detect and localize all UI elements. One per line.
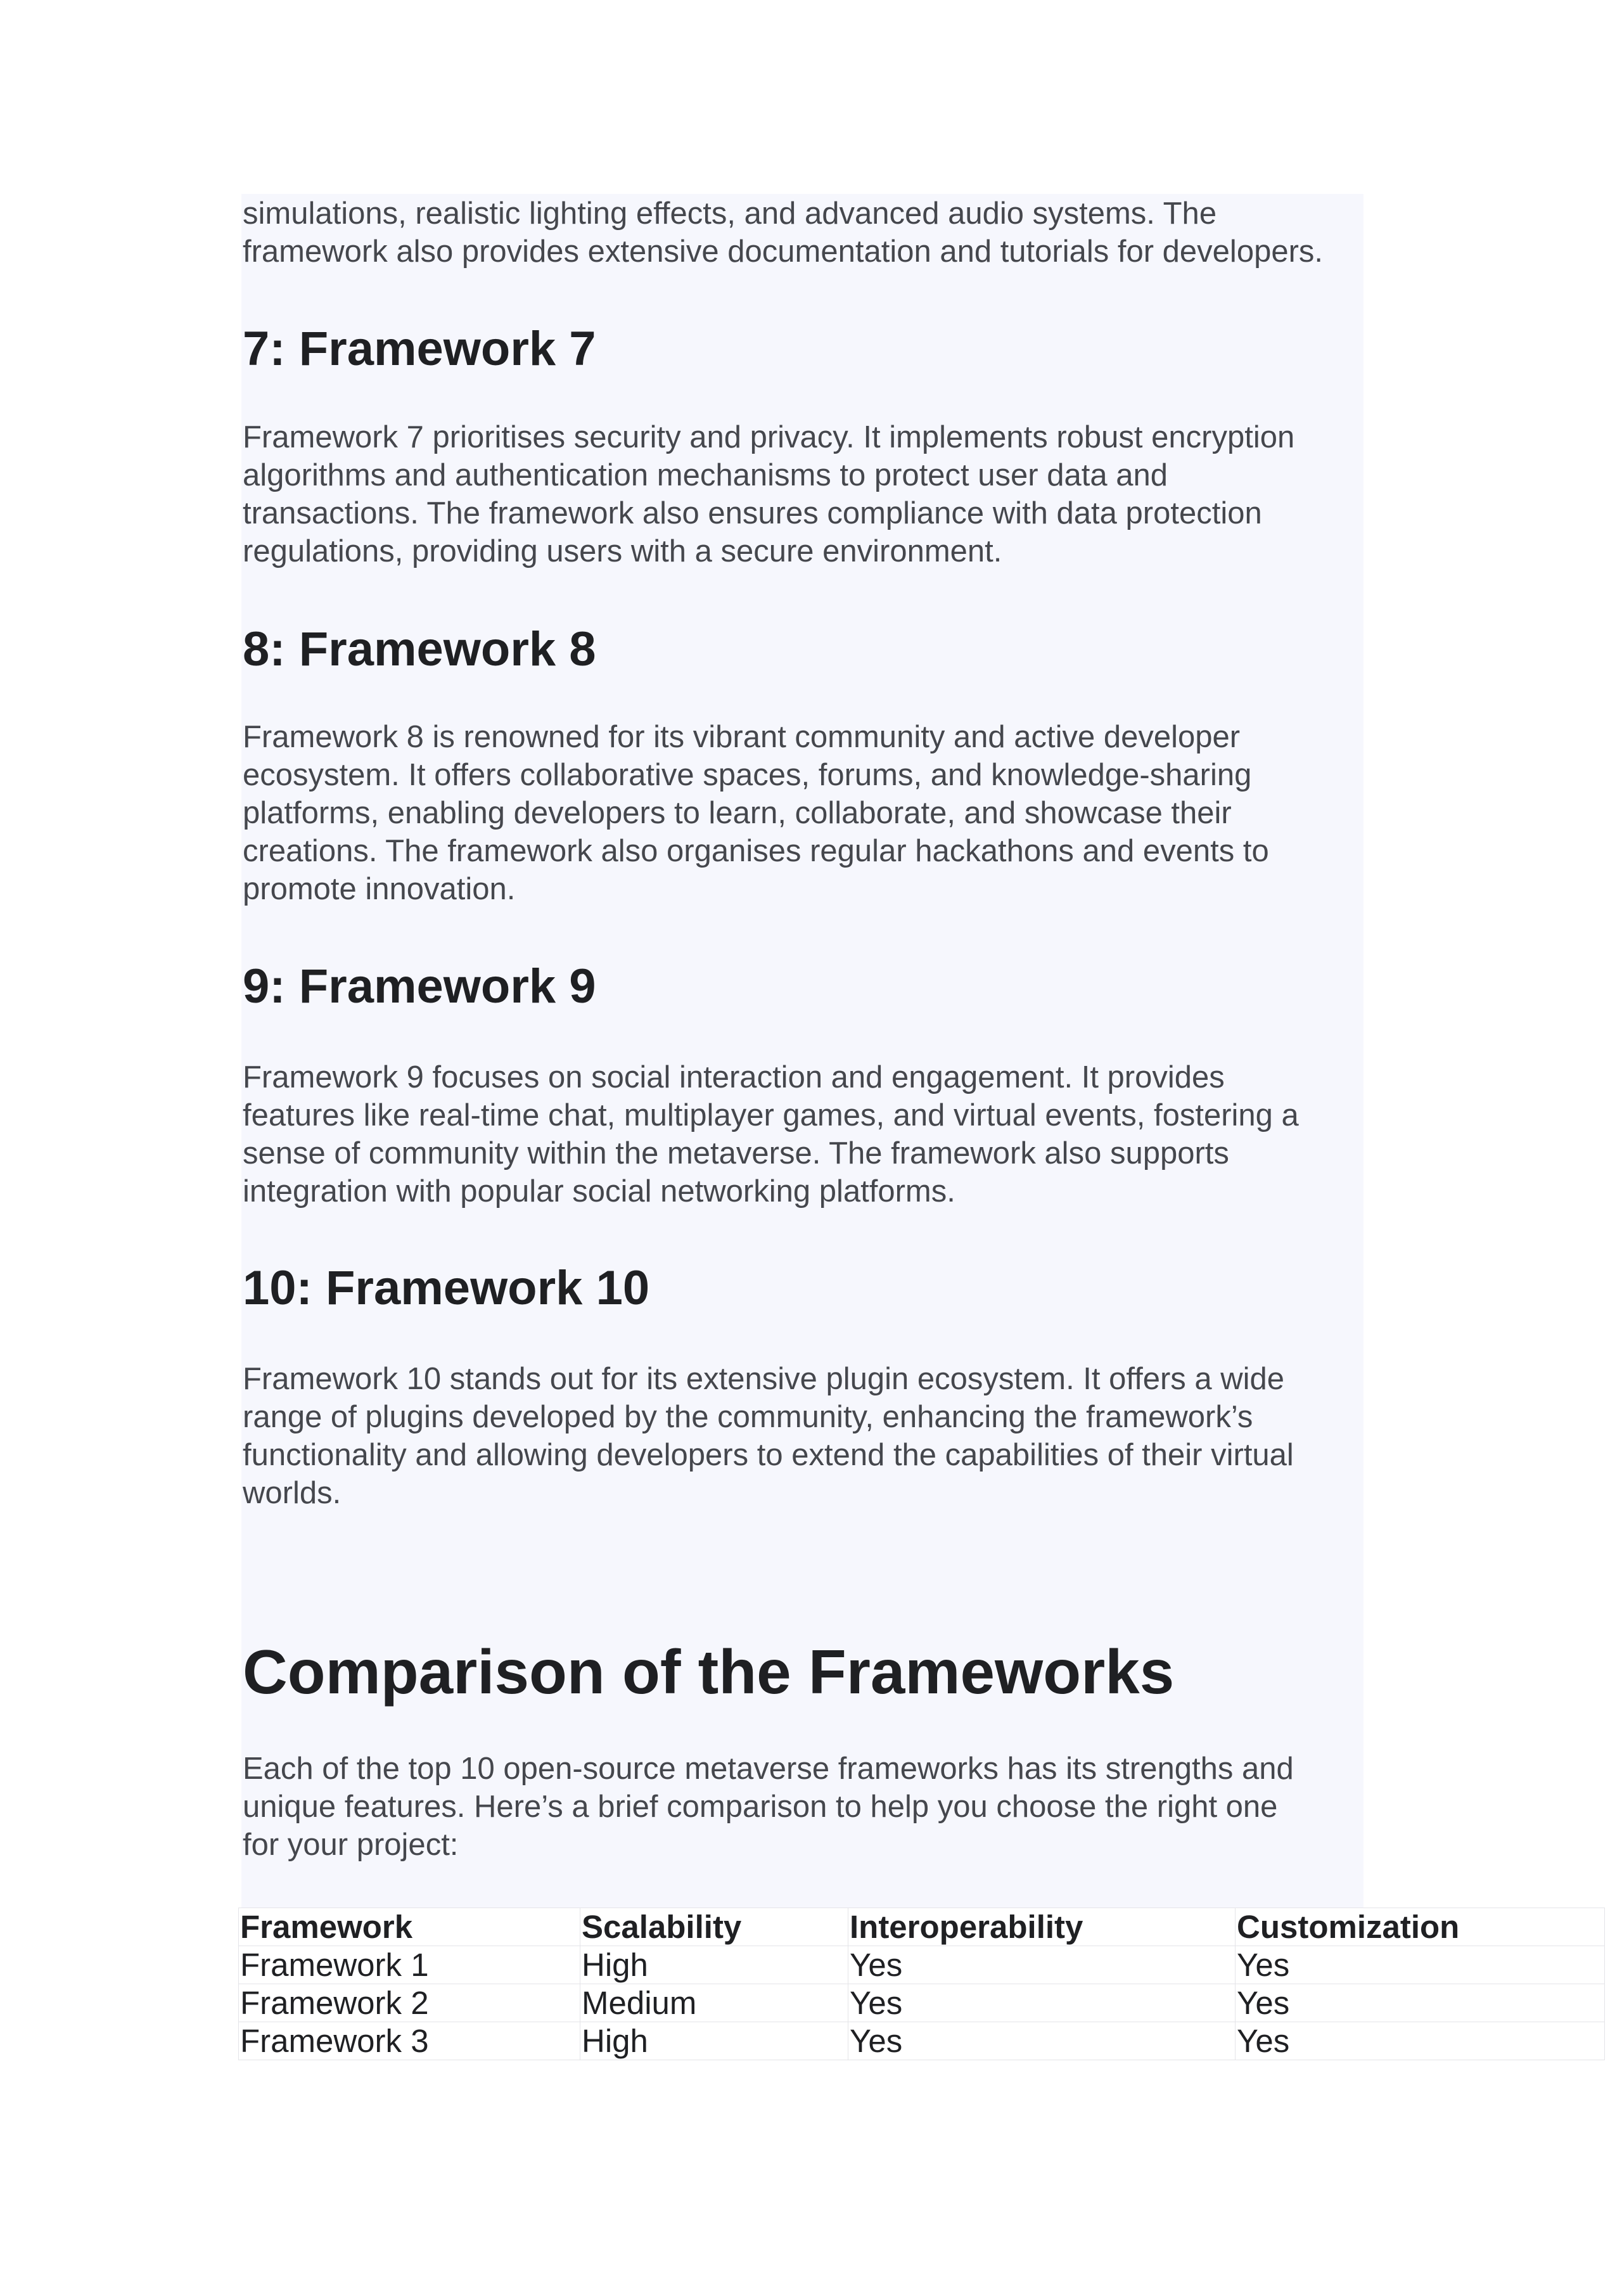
table-cell: Medium bbox=[580, 1984, 848, 2022]
text-line: features like real-time chat, multiplayer games, and virtual events, fostering a bbox=[243, 1098, 1299, 1132]
table-row bbox=[239, 2022, 1605, 2060]
text-line: Framework 9 focuses on social interaction and engagement. It provides bbox=[243, 1060, 1225, 1094]
text-line: integration with popular social networking platforms. bbox=[243, 1174, 955, 1209]
text-line: range of plugins developed by the community, enhancing the framework’s bbox=[243, 1400, 1253, 1434]
table-row bbox=[239, 1984, 1605, 2022]
column-header: Scalability bbox=[580, 1908, 848, 1946]
section-heading-framework-8: 8: Framework 8 bbox=[243, 622, 596, 676]
column-header: Framework bbox=[239, 1908, 580, 1946]
comparison-heading: Comparison of the Frameworks bbox=[243, 1637, 1175, 1707]
section-paragraph-framework-9 bbox=[243, 1058, 1299, 1210]
text-line: ecosystem. It offers collaborative spaces, forums, and knowledge-sharing bbox=[243, 758, 1252, 792]
text-line: platforms, enabling developers to learn, collaborate, and showcase their bbox=[243, 796, 1232, 830]
text-line: Each of the top 10 open-source metaverse frameworks has its strengths and bbox=[243, 1752, 1294, 1786]
intro-paragraph bbox=[243, 195, 1323, 271]
table-cell: High bbox=[580, 2022, 848, 2060]
table-cell: Yes bbox=[848, 1946, 1236, 1984]
text-line: Framework 10 stands out for its extensive plugin ecosystem. It offers a wide bbox=[243, 1362, 1285, 1396]
text-line: Framework 8 is renowned for its vibrant community and active developer bbox=[243, 720, 1241, 754]
text-line: regulations, providing users with a secure environment. bbox=[243, 534, 1002, 568]
text-line: unique features. Here’s a brief comparison to help you choose the right one bbox=[243, 1790, 1278, 1824]
table-cell: Yes bbox=[1236, 2022, 1605, 2060]
text-line: framework also provides extensive documentation and tutorials for developers. bbox=[243, 234, 1323, 269]
text-line: transactions. The framework also ensures compliance with data protection bbox=[243, 496, 1262, 530]
table-cell: Yes bbox=[848, 2022, 1236, 2060]
text-line: functionality and allowing developers to extend the capabilities of their virtual bbox=[243, 1438, 1294, 1472]
table-cell: Yes bbox=[1236, 1984, 1605, 2022]
section-heading-framework-10: 10: Framework 10 bbox=[243, 1261, 650, 1315]
table-cell: Framework 3 bbox=[239, 2022, 580, 2060]
table-header-row bbox=[239, 1908, 1605, 1946]
table-cell: Yes bbox=[1236, 1946, 1605, 1984]
comparison-table bbox=[238, 1908, 1605, 2060]
text-line: algorithms and authentication mechanisms to protect user data and bbox=[243, 458, 1168, 492]
section-paragraph-framework-8 bbox=[243, 718, 1269, 908]
section-paragraph-framework-7 bbox=[243, 418, 1294, 570]
table-cell: Framework 1 bbox=[239, 1946, 580, 1984]
table-cell: High bbox=[580, 1946, 848, 1984]
table-row bbox=[239, 1946, 1605, 1984]
section-paragraph-framework-10 bbox=[243, 1360, 1294, 1512]
text-line: creations. The framework also organises regular hackathons and events to bbox=[243, 834, 1269, 868]
table-cell: Framework 2 bbox=[239, 1984, 580, 2022]
text-line: Framework 7 prioritises security and privacy. It implements robust encryption bbox=[243, 420, 1295, 454]
text-line: for your project: bbox=[243, 1828, 459, 1862]
section-heading-framework-9: 9: Framework 9 bbox=[243, 959, 596, 1013]
section-heading-framework-7: 7: Framework 7 bbox=[243, 322, 596, 376]
text-line: simulations, realistic lighting effects, and advanced audio systems. The bbox=[243, 196, 1217, 231]
text-line: promote innovation. bbox=[243, 872, 516, 906]
comparison-paragraph bbox=[243, 1750, 1294, 1864]
text-line: sense of community within the metaverse. The framework also supports bbox=[243, 1136, 1229, 1170]
column-header: Customization bbox=[1236, 1908, 1605, 1946]
text-line: worlds. bbox=[243, 1476, 342, 1510]
table-cell: Yes bbox=[848, 1984, 1236, 2022]
column-header: Interoperability bbox=[848, 1908, 1236, 1946]
